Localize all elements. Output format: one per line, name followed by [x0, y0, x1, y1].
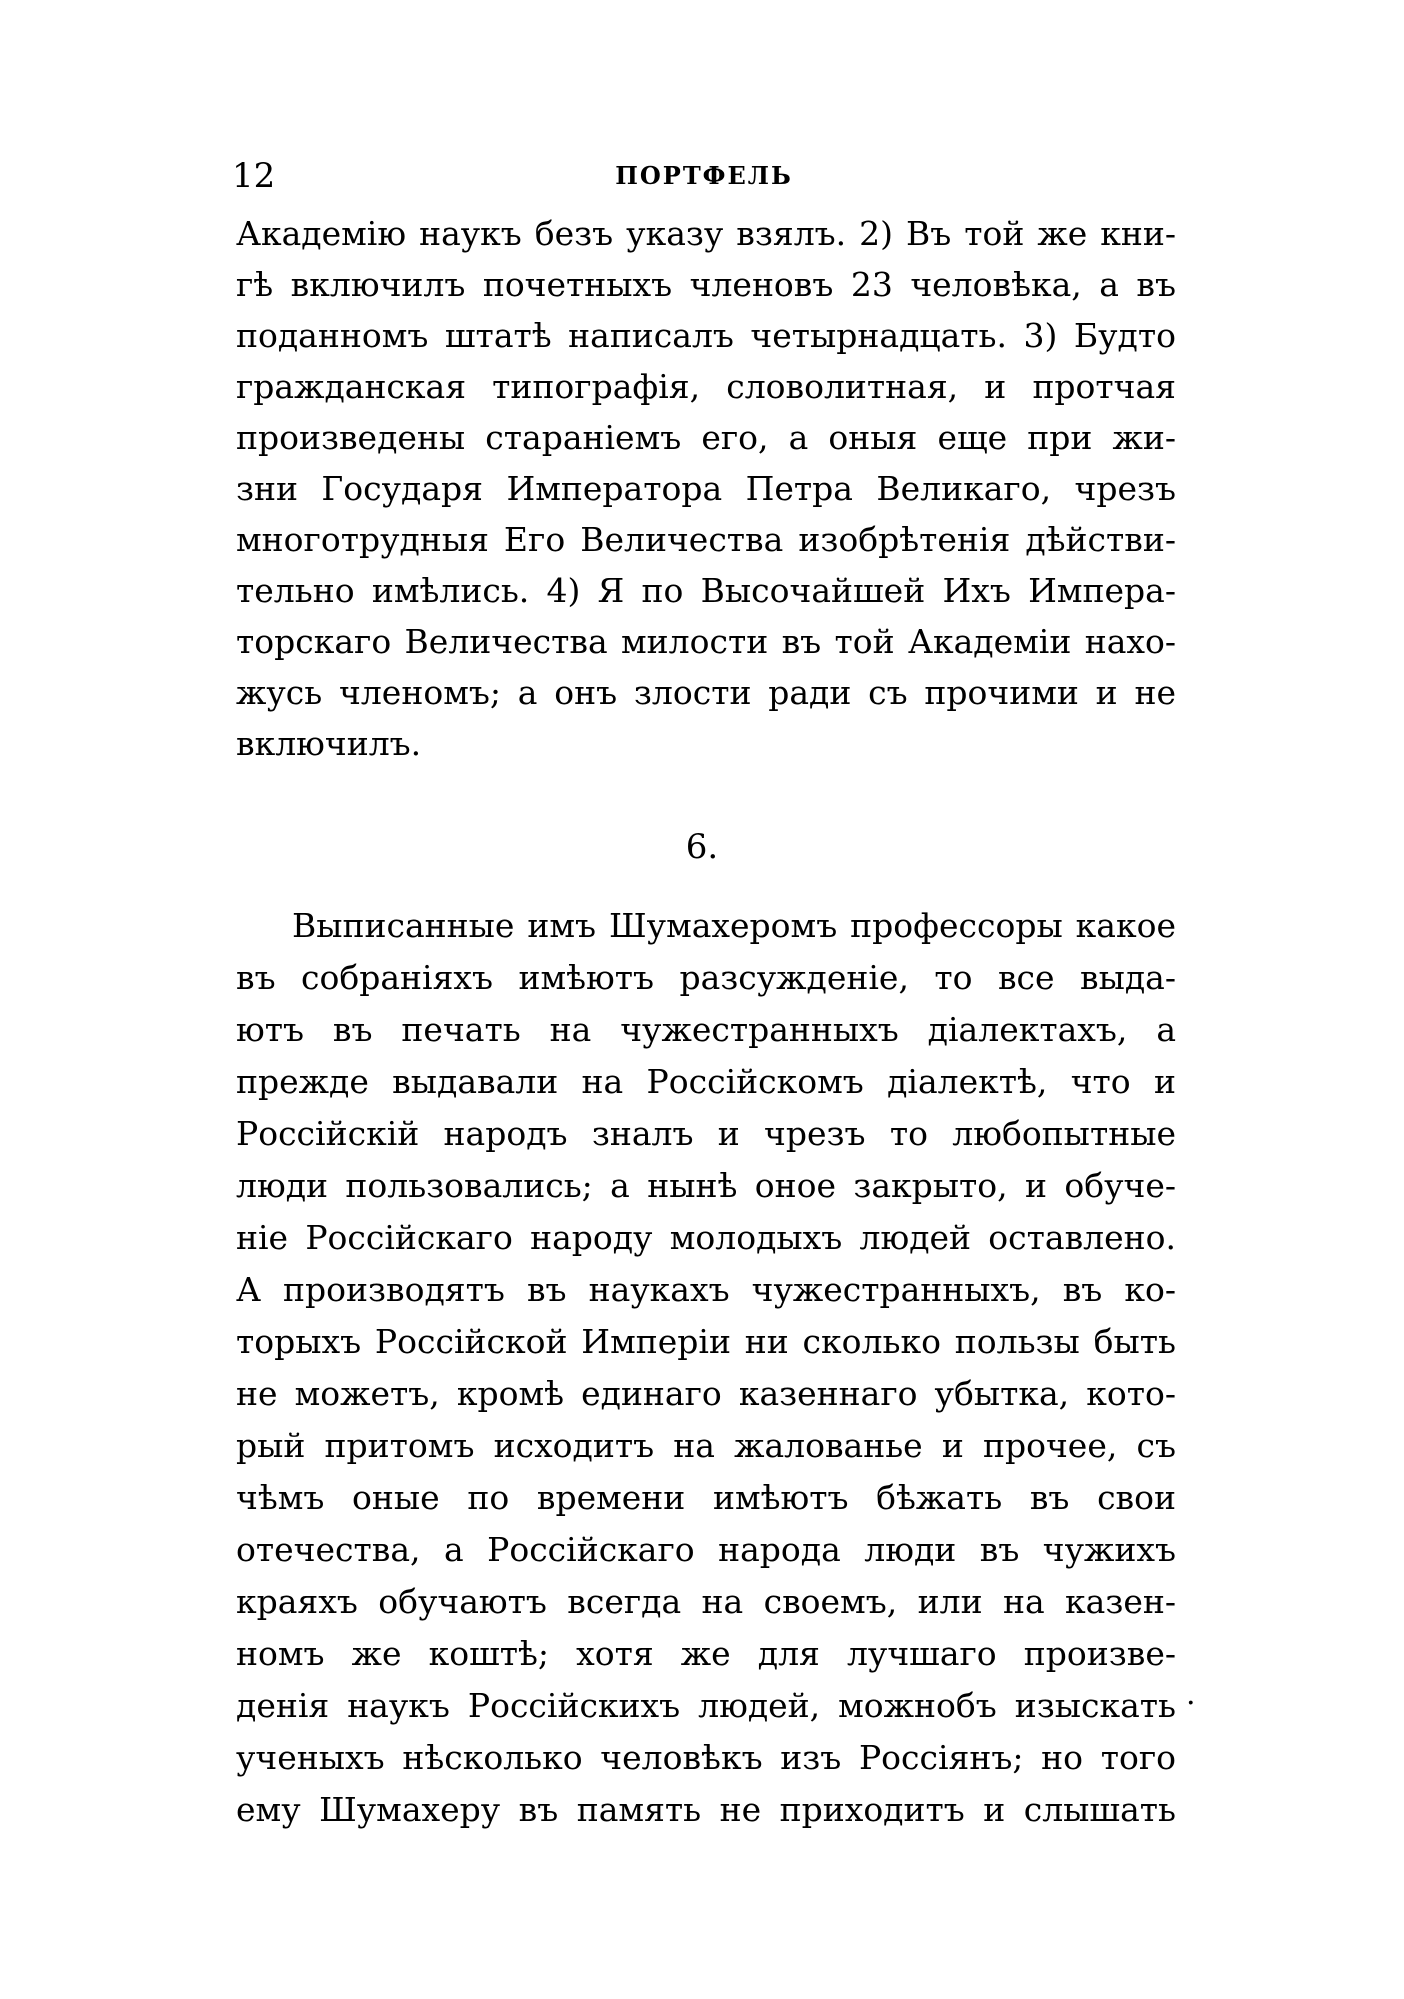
text-line: краяхъ обучаютъ всегда на своемъ, или на казен- — [236, 1582, 1176, 1621]
text-line: произведены стараніемъ его, а оныя еще при жи- — [236, 418, 1176, 457]
text-line: жусь членомъ; а онъ злости ради съ прочими и не — [236, 673, 1176, 712]
text-line: Академію наукъ безъ указу взялъ. 2) Въ той же кни- — [236, 214, 1176, 253]
text-line: гѣ включилъ почетныхъ членовъ 23 человѣка, а въ — [236, 265, 1176, 304]
text-line: въ собраніяхъ имѣютъ разсужденіе, то все выда- — [236, 958, 1176, 997]
running-head — [232, 152, 1176, 200]
text-line: люди пользовались; а нынѣ оное закрыто, и обуче- — [236, 1166, 1176, 1205]
text-line: отечества, а Россійскаго народа люди въ чужихъ — [236, 1530, 1176, 1569]
text-line: рый притомъ исходитъ на жалованье и прочее, съ — [236, 1426, 1176, 1465]
text-line: ученыхъ нѣсколько человѣкъ изъ Россіянъ; но того — [236, 1738, 1176, 1777]
text-line: Выписанные имъ Шумахеромъ профессоры какое — [292, 906, 1176, 945]
text-line: торскаго Величества милости въ той Академіи нахо- — [236, 622, 1176, 661]
running-title: ПОРТФЕЛЬ — [615, 161, 793, 190]
text-line: включилъ. — [236, 724, 422, 763]
text-line: А производятъ въ наукахъ чужестранныхъ, въ ко- — [236, 1270, 1176, 1309]
text-line: денія наукъ Россійскихъ людей, можнобъ изыскать — [236, 1686, 1176, 1725]
text-line: тельно имѣлись. 4) Я по Высочайшей Ихъ Импера- — [236, 571, 1176, 610]
stray-ink-mark: . — [1186, 1677, 1196, 1712]
text-line: номъ же коштѣ; хотя же для лучшаго произве- — [236, 1634, 1176, 1673]
text-line: поданномъ штатѣ написалъ четырнадцать. 3) Будто — [236, 316, 1176, 355]
text-line: торыхъ Россійской Имперіи ни сколько пользы быть — [236, 1322, 1176, 1361]
text-line: чѣмъ оные по времени имѣютъ бѣжать въ свои — [236, 1478, 1176, 1517]
text-line: не можетъ, кромѣ единаго казеннаго убытка, кото- — [236, 1374, 1176, 1413]
text-line: ніе Россійскаго народу молодыхъ людей оставлено. — [236, 1218, 1176, 1257]
section-number: 6. — [685, 827, 719, 867]
page-number: 12 — [232, 156, 276, 196]
text-line: гражданская типографія, словолитная, и протчая — [236, 367, 1176, 406]
text-line: Россійскій народъ зналъ и чрезъ то любопытные — [236, 1114, 1176, 1153]
text-line: прежде выдавали на Россійскомъ діалектѣ, что и — [236, 1062, 1176, 1101]
text-line: ему Шумахеру въ память не приходитъ и слышать — [236, 1790, 1176, 1829]
text-line: многотрудныя Его Величества изобрѣтенія дѣйстви- — [236, 520, 1176, 559]
text-line: ютъ въ печать на чужестранныхъ діалектахъ, а — [236, 1010, 1176, 1049]
text-line: зни Государя Императора Петра Великаго, чрезъ — [236, 469, 1176, 508]
